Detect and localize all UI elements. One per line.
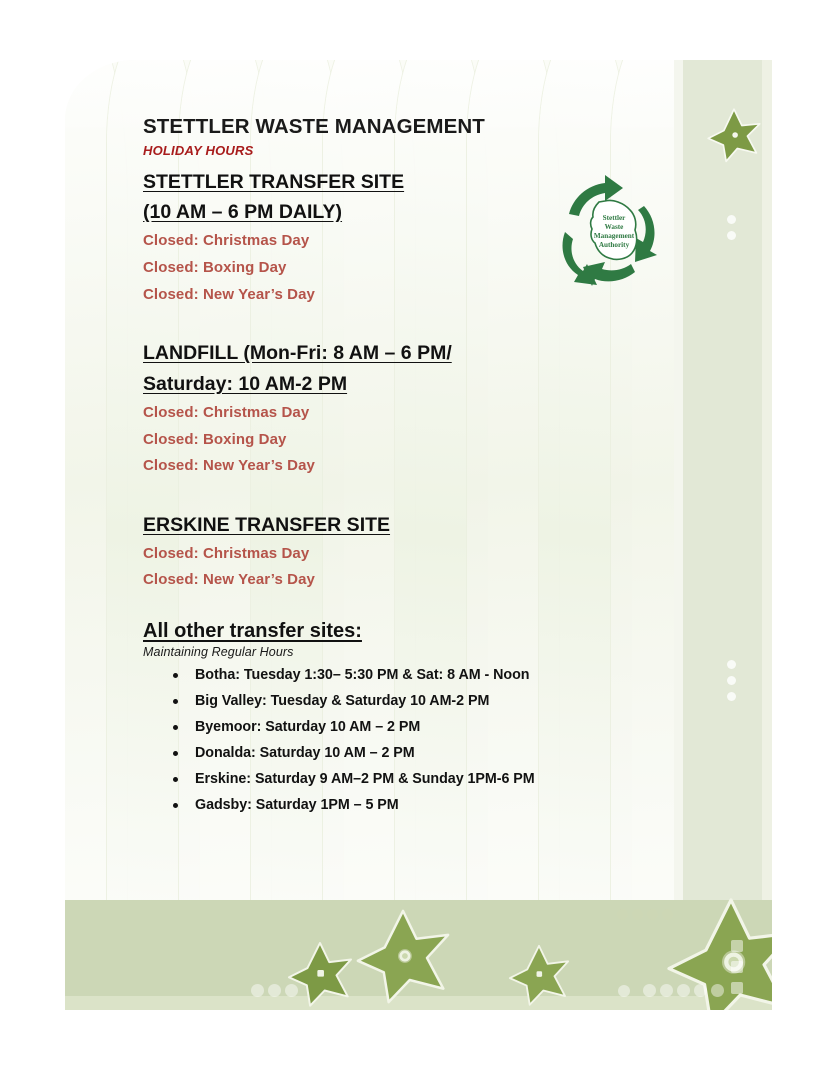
list-item: Donalda: Saturday 10 AM – 2 PM: [195, 740, 613, 766]
list-item: Byemoor: Saturday 10 AM – 2 PM: [195, 714, 613, 740]
spacer: [143, 308, 613, 338]
star-decoration-bottom-center: [355, 908, 451, 1004]
all-other-sites-heading: All other transfer sites:: [143, 620, 362, 643]
closure-line: Closed: Christmas Day: [143, 232, 310, 250]
list-item: Botha: Tuesday 1:30– 5:30 PM & Sat: 8 AM - Noon: [195, 662, 613, 688]
section-landfill: [143, 338, 613, 480]
closure-line: Closed: New Year’s Day: [143, 571, 316, 589]
logo-line-3: Management: [593, 232, 635, 240]
closure-line: Closed: Christmas Day: [143, 403, 310, 421]
org-title: STETTLER WASTE MANAGEMENT: [143, 115, 485, 138]
closure-line: Closed: New Year’s Day: [143, 285, 316, 303]
section-heading-line2: (10 AM – 6 PM DAILY): [143, 201, 343, 224]
section-all-other-transfer-sites: [143, 620, 613, 818]
section-heading-line2: Saturday: 10 AM-2 PM: [143, 373, 348, 396]
list-item: Erskine: Saturday 9 AM–2 PM & Sunday 1PM-6 PM: [195, 766, 613, 792]
section-heading-line1: STETTLER TRANSFER SITE: [143, 170, 405, 193]
closure-line: Closed: Boxing Day: [143, 430, 287, 448]
holiday-hours-subtitle: HOLIDAY HOURS: [143, 142, 254, 158]
list-item: Gadsby: Saturday 1PM – 5 PM: [195, 792, 613, 818]
list-item: Big Valley: Tuesday & Saturday 10 AM-2 PM: [195, 688, 613, 714]
closure-line: Closed: Boxing Day: [143, 258, 287, 276]
spacer: [143, 594, 613, 620]
closure-line: Closed: New Year’s Day: [143, 457, 316, 475]
recycling-logo: [539, 172, 684, 292]
section-heading-line1: LANDFILL (Mon-Fri: 8 AM – 6 PM/: [143, 342, 452, 365]
square-cluster-bottom-right: [731, 940, 743, 994]
dot-row-bottom-right: [618, 984, 724, 997]
section-erskine-transfer-site: [143, 510, 613, 594]
right-green-strip: [683, 60, 772, 1010]
closure-line: Closed: Christmas Day: [143, 544, 310, 562]
star-decoration-top-right: [706, 107, 762, 163]
spacer: [143, 480, 613, 510]
dot-row-bottom-left: [251, 984, 298, 997]
maintaining-regular-hours-note: Maintaining Regular Hours: [143, 645, 294, 660]
star-decoration-bottom-midright-small: [508, 944, 570, 1006]
logo-line-2: Waste: [604, 223, 624, 231]
dot-cluster-right: [727, 215, 736, 240]
logo-line-4: Authority: [598, 241, 630, 249]
section-heading-line1: ERSKINE TRANSFER SITE: [143, 513, 391, 536]
other-sites-list: [143, 662, 613, 818]
logo-line-1: Stettler: [602, 214, 626, 222]
dot-cluster-right-lower: [727, 660, 736, 701]
star-decoration-bottom-left-small: [287, 941, 353, 1007]
